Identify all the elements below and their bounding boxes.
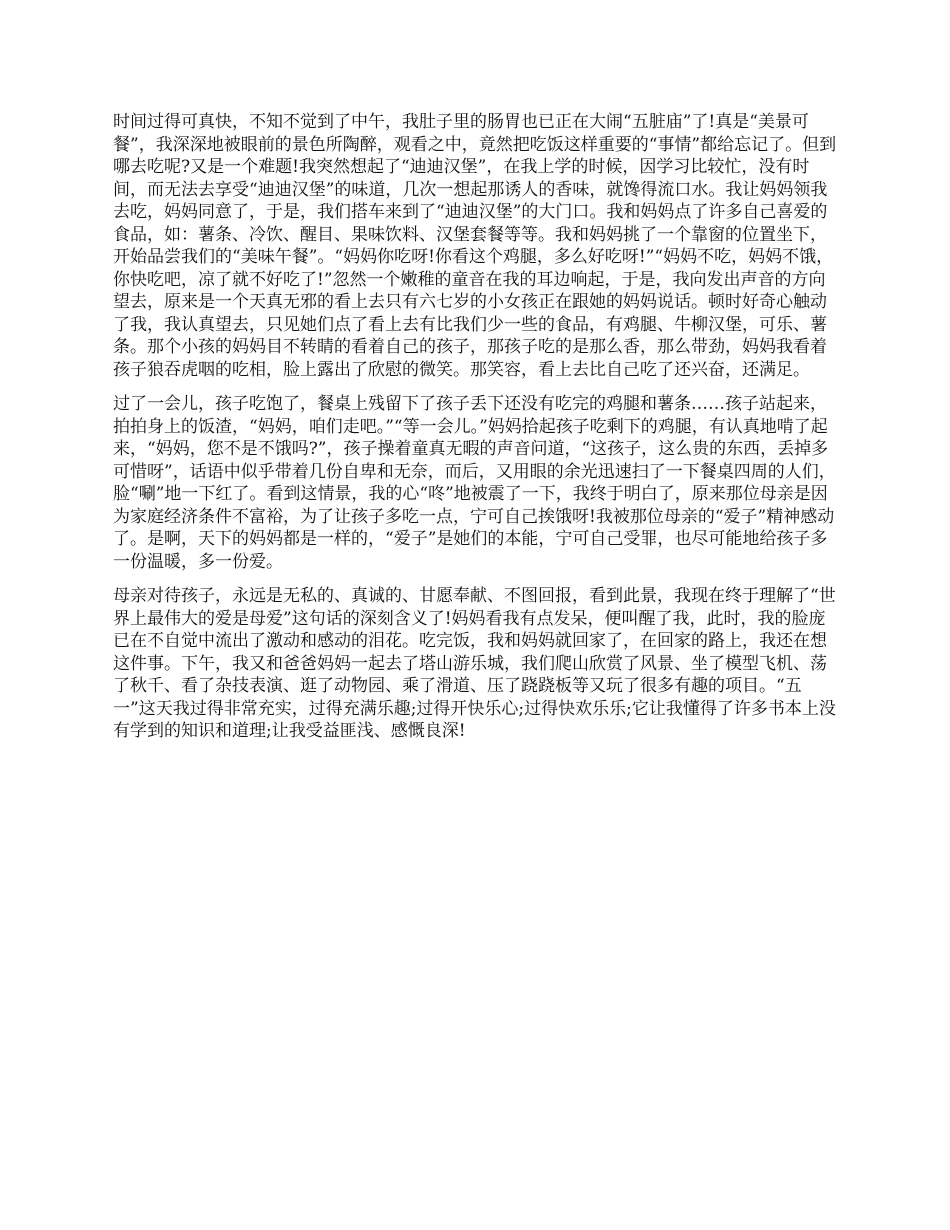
paragraph-mother-child: 过了一会儿，孩子吃饱了，餐桌上残留下了孩子丢下还没有吃完的鸡腿和薯条……孩子站起来，拍拍身上的饭渣，“妈妈，咱们走吧。”“等一会儿。”妈妈拾起孩子吃剩下的鸡腿，有认真地啃了起来，“妈妈，您不是不饿吗?”，孩子操着童真无暇的声音问道，“这孩子，这么贵的东西，丢掉多可惜呀”，话语中似乎带着几份自卑和无奈，而后，又用眼的余光迅速扫了一下餐桌四周的人们，脸“唰”地一下红了。看到这情景，我的心“咚”地被震了一下，我终于明白了，原来那位母亲是因为家庭经济条件不富裕，为了让孩子多吃一点，宁可自己挨饿呀!我被那位母亲的“爱子”精神感动了。是啊，天下的妈妈都是一样的，“爱子”是她们的本能，宁可自己受罪，也尽可能地给孩子多一份温暖，多一份爱。: [113, 394, 836, 572]
paragraph-lunch: 时间过得可真快，不知不觉到了中午，我肚子里的肠胃也已正在大闹“五脏庙”了!真是“美景可餐”，我深深地被眼前的景色所陶醉，观看之中，竟然把吃饭这样重要的“事情”都给忘记了。但到哪去吃呢?又是一个难题!我突然想起了“迪迪汉堡”，在我上学的时候，因学习比较忙，没有时间，而无法去享受“迪迪汉堡”的味道，几次一想起那诱人的香味，就馋得流口水。我让妈妈领我去吃，妈妈同意了，于是，我们搭车来到了“迪迪汉堡”的大门口。我和妈妈点了许多自己喜爱的食品，如：薯条、冷饮、醒目、果味饮料、汉堡套餐等等。我和妈妈挑了一个靠窗的位置坐下，开始品尝我们的“美味午餐”。“妈妈你吃呀!你看这个鸡腿，多么好吃呀!”“妈妈不吃，妈妈不饿，你快吃吧，凉了就不好吃了!”忽然一个嫩稚的童音在我的耳边响起，于是，我向发出声音的方向望去，原来是一个天真无邪的看上去只有六七岁的小女孩正在跟她的妈妈说话。顿时好奇心触动了我，我认真望去，只见她们点了看上去有比我们少一些的食品，有鸡腿、牛柳汉堡，可乐、薯条。那个小孩的妈妈目不转睛的看着自己的孩子，那孩子吃的是那么香，那么带劲，妈妈我看着孩子狼吞虎咽的吃相，脸上露出了欣慰的微笑。那笑容，看上去比自己吃了还兴奋，还满足。: [113, 112, 837, 380]
document-page: [113, 111, 839, 755]
paragraph-reflection: 母亲对待孩子，永远是无私的、真诚的、甘愿奉献、不图回报，看到此景，我现在终于理解了“世界上最伟大的爱是母爱”这句话的深刻含义了!妈妈看我有点发呆，便叫醒了我，此时，我的脸庞已在不自觉中流出了激动和感动的泪花。吃完饭，我和妈妈就回家了，在回家的路上，我还在想这件事。下午，我又和爸爸妈妈一起去了塔山游乐城，我们爬山欣赏了风景、坐了模型飞机、荡了秋千、看了杂技表演、逛了动物园、乘了滑道、压了跷跷板等又玩了很多有趣的项目。“五一”这天我过得非常充实，过得充满乐趣;过得开快乐心;过得快欢乐乐;它让我懂得了许多书本上没有学到的知识和道理;让我受益匪浅、感慨良深!: [113, 586, 836, 741]
